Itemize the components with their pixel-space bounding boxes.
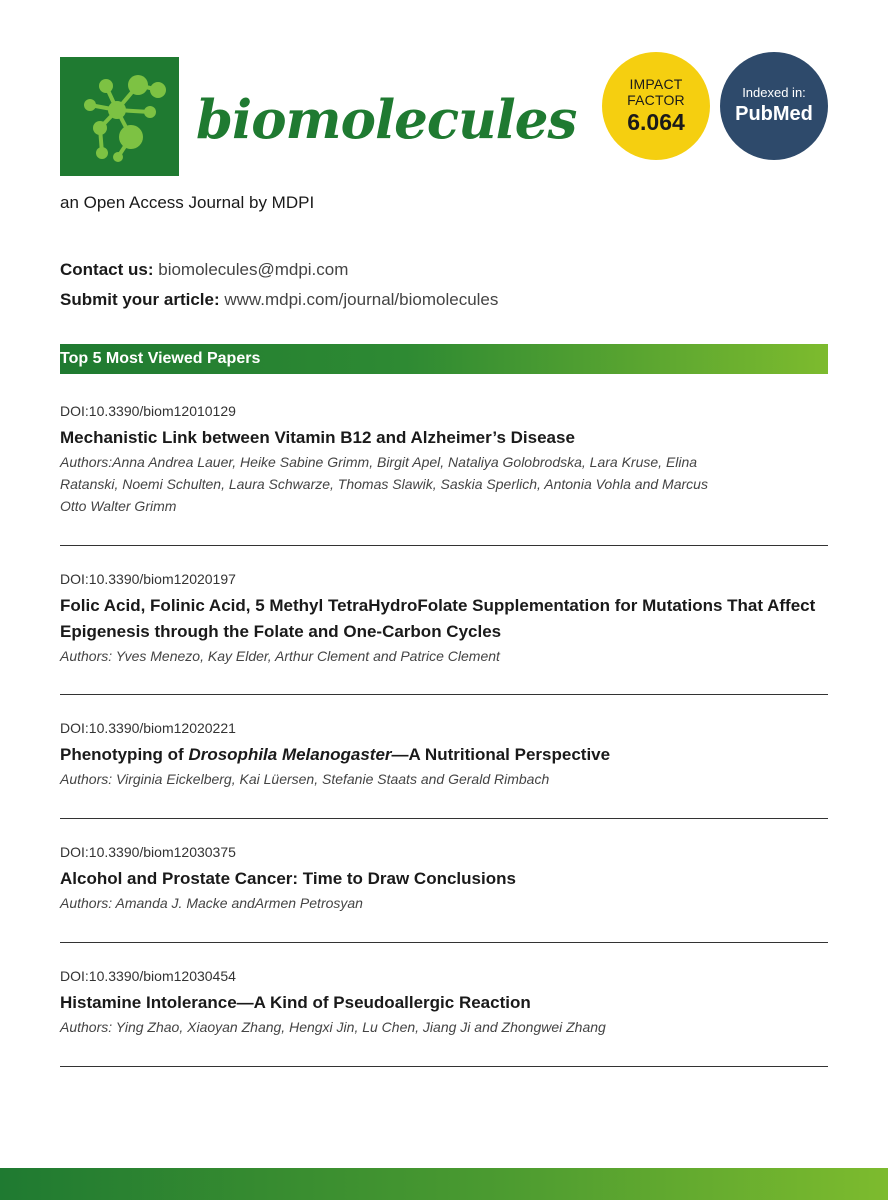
paper-item xyxy=(60,842,828,914)
divider xyxy=(60,545,828,546)
paper-item xyxy=(60,966,828,1038)
contact-line xyxy=(60,258,348,282)
paper-title-suffix: —A Nutritional Perspective xyxy=(391,745,611,764)
submit-label: Submit your article: xyxy=(60,290,220,309)
indexed-value: PubMed xyxy=(735,103,813,125)
divider xyxy=(60,1066,828,1067)
tagline: an Open Access Journal by MDPI xyxy=(60,193,315,212)
paper-title[interactable]: Folic Acid, Folinic Acid, 5 Methyl TetraHydroFolate Supplementation for Mutations That Affect Epigenesis through the Folate and One-Carbon Cycles xyxy=(60,596,816,641)
contact-email-link[interactable]: biomolecules@mdpi.com xyxy=(158,260,349,279)
journal-logo xyxy=(60,57,179,176)
paper-title[interactable]: Histamine Intolerance—A Kind of Pseudoallergic Reaction xyxy=(60,993,531,1012)
submit-line xyxy=(60,288,498,312)
impact-factor-badge xyxy=(602,52,710,160)
impact-factor-label-1: IMPACT xyxy=(629,76,683,92)
divider xyxy=(60,818,828,819)
paper-doi[interactable]: DOI:10.3390/biom12030454 xyxy=(60,968,236,984)
paper-authors: Authors: Virginia Eickelberg, Kai Lüersen, Stefanie Staats and Gerald Rimbach xyxy=(60,771,550,787)
paper-authors: Authors: Amanda J. Macke andArmen Petrosyan xyxy=(60,895,363,911)
molecule-icon xyxy=(60,57,179,176)
paper-title[interactable]: Alcohol and Prostate Cancer: Time to Draw Conclusions xyxy=(60,869,516,888)
paper-item xyxy=(60,569,828,667)
section-header xyxy=(60,344,828,374)
paper-authors: Authors: Yves Menezo, Kay Elder, Arthur Clement and Patrice Clement xyxy=(60,648,500,664)
paper-title[interactable] xyxy=(60,742,828,768)
section-title: Top 5 Most Viewed Papers xyxy=(60,350,261,367)
footer-bar xyxy=(0,1168,888,1200)
indexed-label: Indexed in: xyxy=(742,85,806,100)
pubmed-badge xyxy=(720,52,828,160)
paper-authors: Authors: Ying Zhao, Xiaoyan Zhang, Hengxi Jin, Lu Chen, Jiang Ji and Zhongwei Zhang xyxy=(60,1019,606,1035)
paper-doi[interactable]: DOI:10.3390/biom12010129 xyxy=(60,403,236,419)
paper-authors: Authors:Anna Andrea Lauer, Heike Sabine Grimm, Birgit Apel, Nataliya Golobrodska, Lara Kruse, Elina Ratanski, Noemi Schulten, Laura Schwarze, Thomas Slawik, Saskia Sperlich, Antonia Vohla and Marcus Otto Walter Grimm xyxy=(60,454,708,514)
paper-title[interactable]: Mechanistic Link between Vitamin B12 and Alzheimer’s Disease xyxy=(60,428,575,447)
paper-title-species: Drosophila Melanogaster xyxy=(188,745,392,764)
paper-doi[interactable]: DOI:10.3390/biom12030375 xyxy=(60,844,236,860)
impact-factor-label-2: FACTOR xyxy=(627,92,685,108)
paper-title-prefix: Phenotyping of xyxy=(60,745,189,764)
divider xyxy=(60,694,828,695)
divider xyxy=(60,942,828,943)
paper-item xyxy=(60,718,828,790)
paper-doi[interactable]: DOI:10.3390/biom12020197 xyxy=(60,571,236,587)
paper-doi[interactable]: DOI:10.3390/biom12020221 xyxy=(60,720,236,736)
submit-url-link[interactable]: www.mdpi.com/journal/biomolecules xyxy=(224,290,499,309)
paper-item xyxy=(60,401,828,517)
impact-factor-value: 6.064 xyxy=(627,109,685,135)
journal-name: biomolecules xyxy=(196,89,577,151)
contact-label: Contact us: xyxy=(60,260,154,279)
